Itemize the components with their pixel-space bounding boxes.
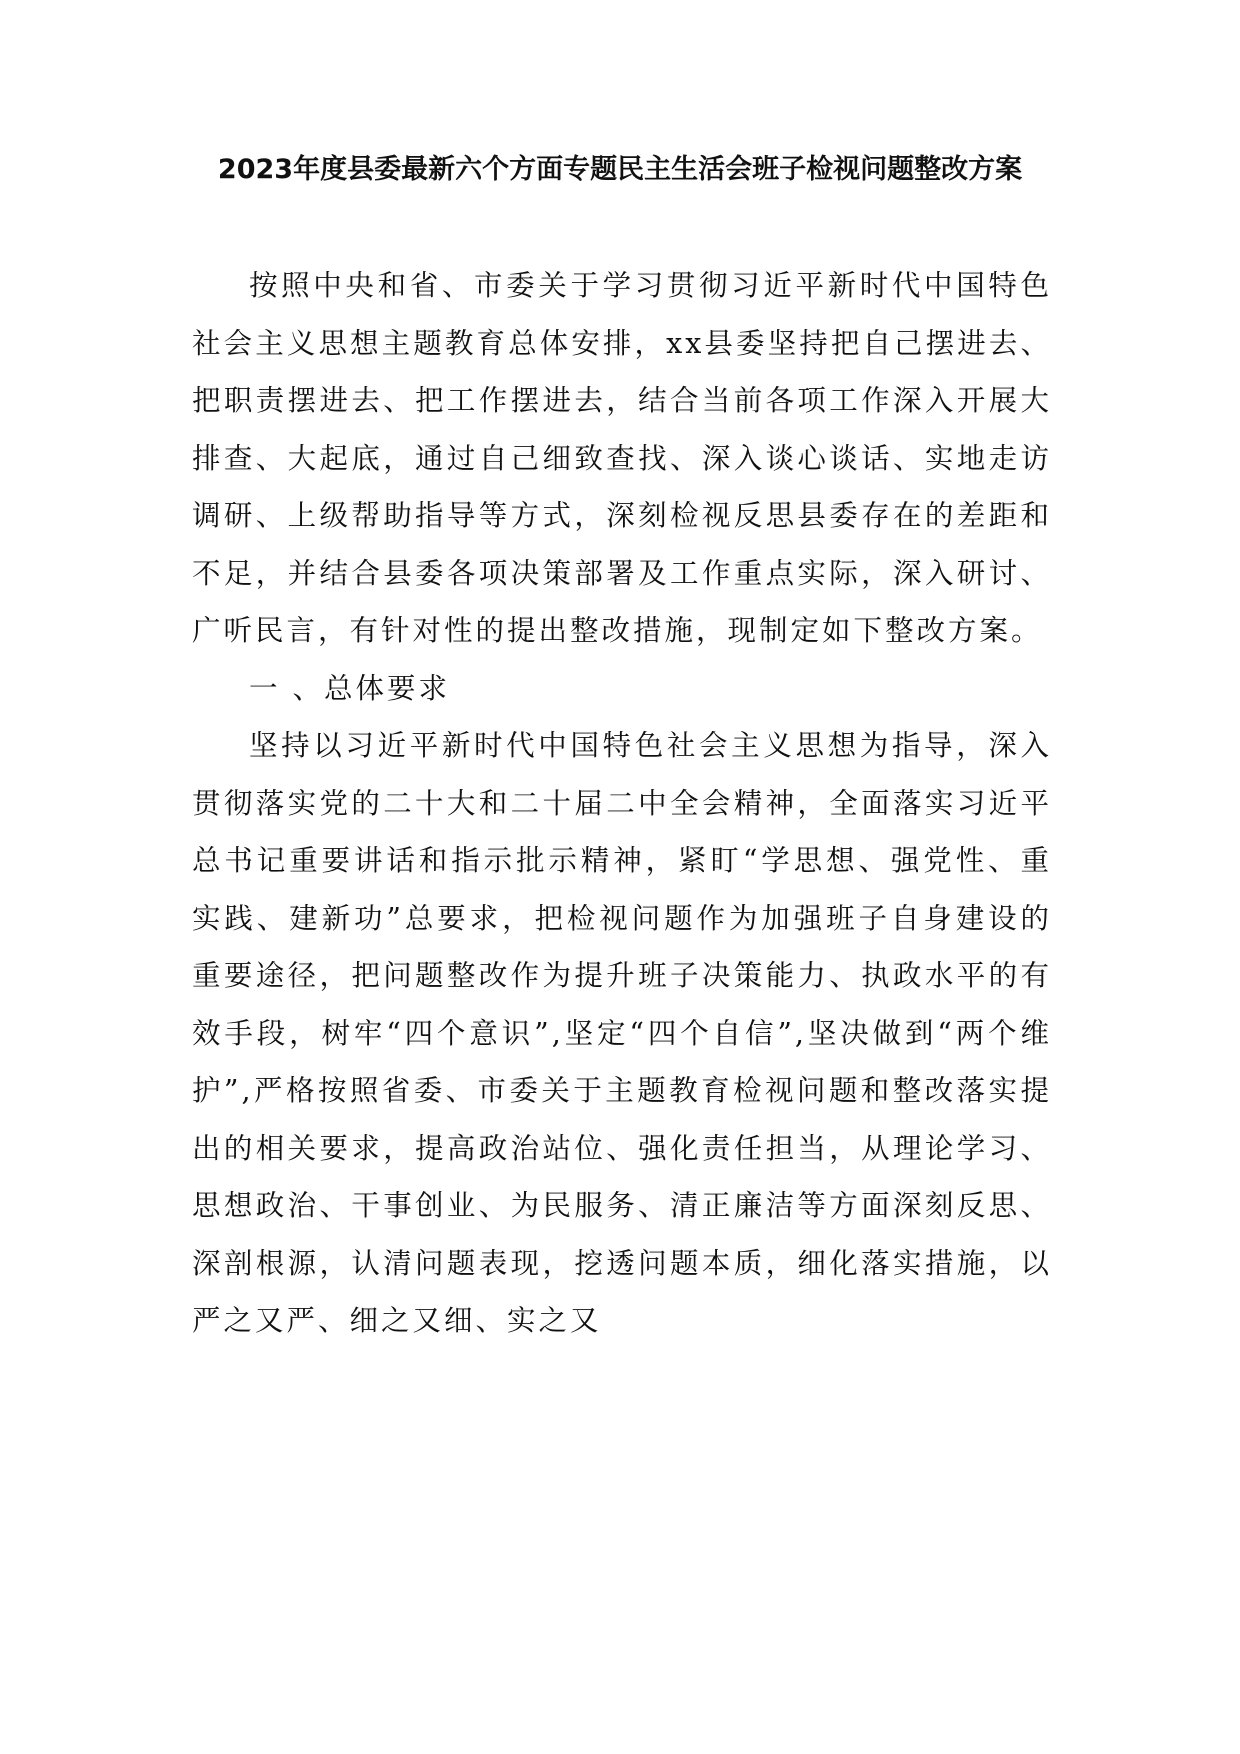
intro-paragraph: 按照中央和省、市委关于学习贯彻习近平新时代中国特色社会主义思想主题教育总体安排，xx县委坚持把自己摆进去、把职责摆进去、把工作摆进去，结合当前各项工作深入开展大排查、大起底，通过自己细致查找、深入谈心谈话、实地走访调研、上级帮助指导等方式，深刻检视反思县委存在的差距和不足，并结合县委各项决策部署及工作重点实际，深入研讨、广听民言，有针对性的提出整改措施，现制定如下整改方案。 <box>192 269 1052 647</box>
document-body <box>192 257 1052 1350</box>
section-heading-general-requirements: 一 、总体要求 <box>249 671 451 705</box>
document-title: 2023年度县委最新六个方面专题民主生活会班子检视问题整改方案 <box>217 154 1023 185</box>
section-body-general-requirements: 坚持以习近平新时代中国特色社会主义思想为指导，深入贯彻落实党的二十大和二十届二中全会精神，全面落实习近平总书记重要讲话和指示批示精神，紧盯“学思想、强党性、重实践、建新功”总要求，把检视问题作为加强班子自身建设的重要途径，把问题整改作为提升班子决策能力、执政水平的有效手段，树牢“四个意识”,坚定“四个自信”,坚决做到“两个维护”,严格按照省委、市委关于主题教育检视问题和整改落实提出的相关要求，提高政治站位、强化责任担当，从理论学习、思想政治、干事创业、为民服务、清正廉洁等方面深刻反思、深剖根源，认清问题表现，挖透问题本质，细化落实措施，以严之又严、细之又细、实之又 <box>192 729 1052 1337</box>
